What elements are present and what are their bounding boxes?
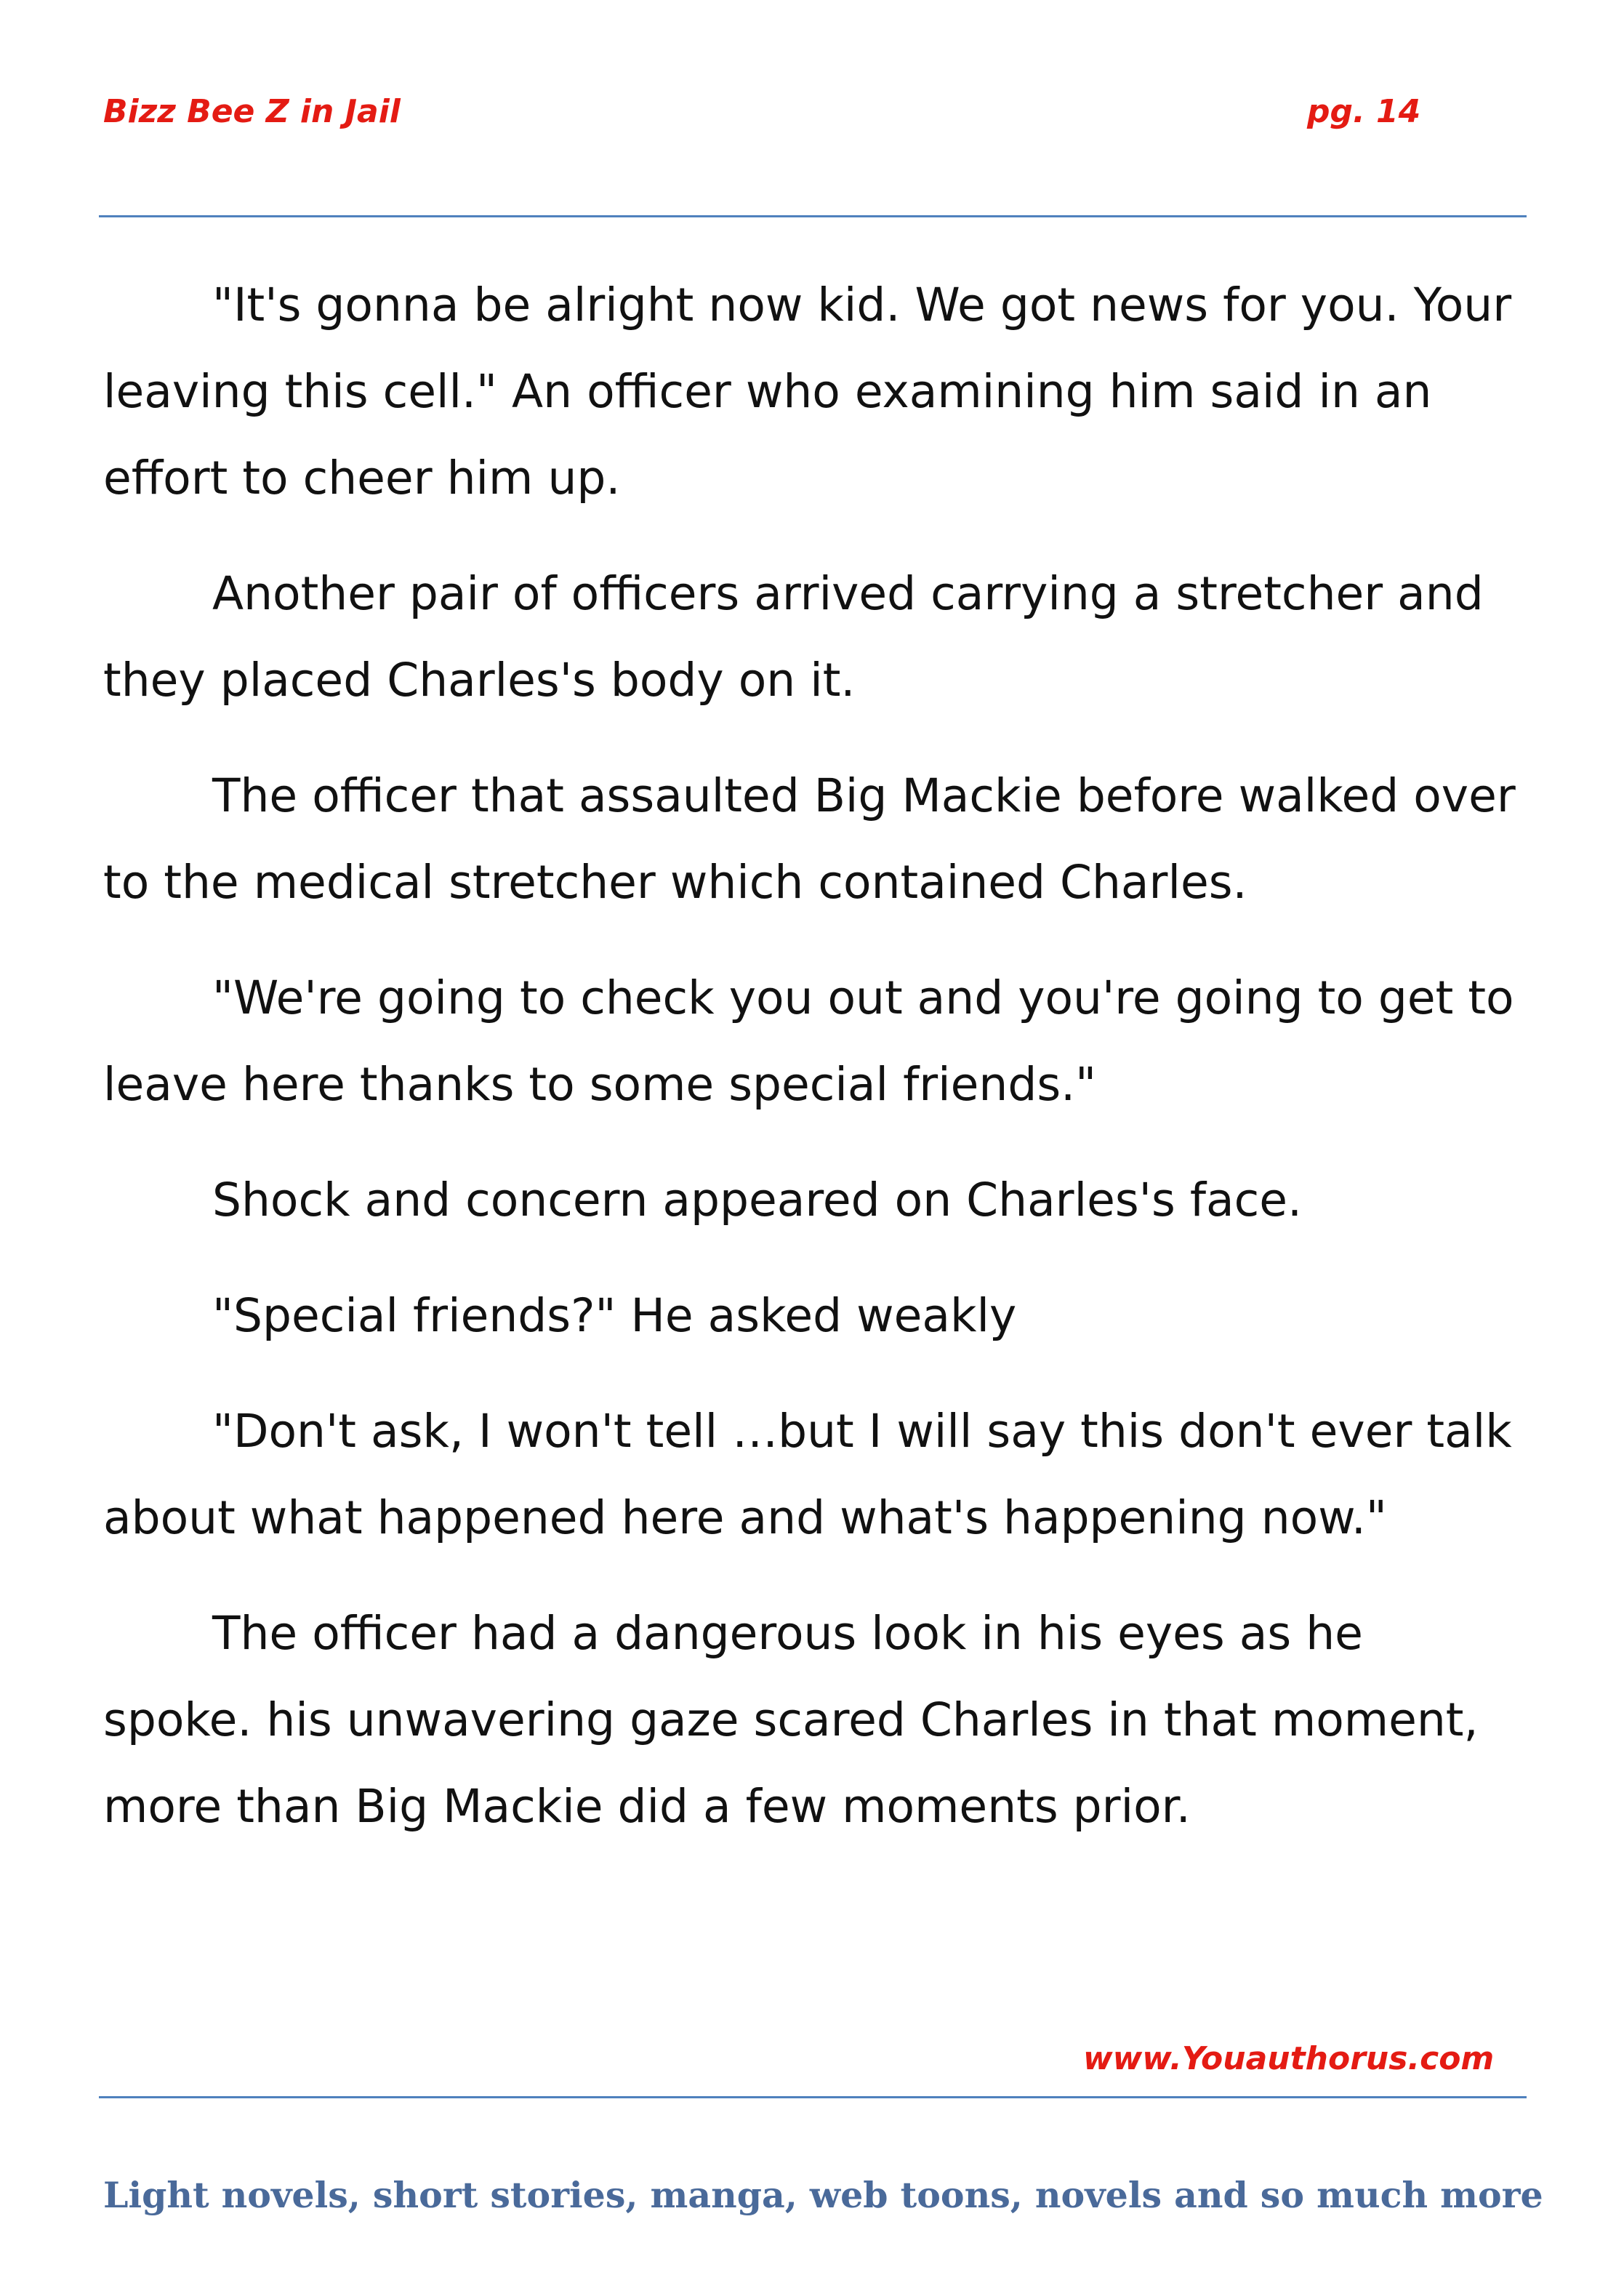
paragraph: "We're going to check you out and you're going to get to leave here thanks to some special friends." xyxy=(103,971,1514,1111)
header-divider xyxy=(99,215,1527,217)
footer-divider xyxy=(99,2096,1527,2098)
paragraph: "Special friends?" He asked weakly xyxy=(212,1289,1017,1342)
book-title: Bizz Bee Z in Jail xyxy=(103,93,401,130)
paragraph: The officer that assaulted Big Mackie before walked over to the medical stretcher which contained Charles. xyxy=(103,769,1516,909)
story-body xyxy=(103,262,1525,1879)
footer-tagline: Light novels, short stories, manga, web toons, novels and so much more xyxy=(103,2174,1543,2216)
paragraph: "It's gonna be alright now kid. We got news for you. Your leaving this cell." An officer who examining him said in an effort to cheer him up. xyxy=(103,278,1512,505)
page-number: pg. 14 xyxy=(1307,93,1421,130)
paragraph: Another pair of officers arrived carrying a stretcher and they placed Charles's body on it. xyxy=(103,567,1484,707)
website-link[interactable]: www.Youauthorus.com xyxy=(1083,2040,1495,2077)
paragraph: The officer had a dangerous look in his eyes as he spoke. his unwavering gaze scared Charles in that moment, more than Big Mackie did a few moments prior. xyxy=(103,1607,1479,1833)
paragraph: Shock and concern appeared on Charles's face. xyxy=(212,1173,1303,1227)
paragraph: "Don't ask, I won't tell …but I will say this don't ever talk about what happened here and what's happening now." xyxy=(103,1405,1512,1544)
